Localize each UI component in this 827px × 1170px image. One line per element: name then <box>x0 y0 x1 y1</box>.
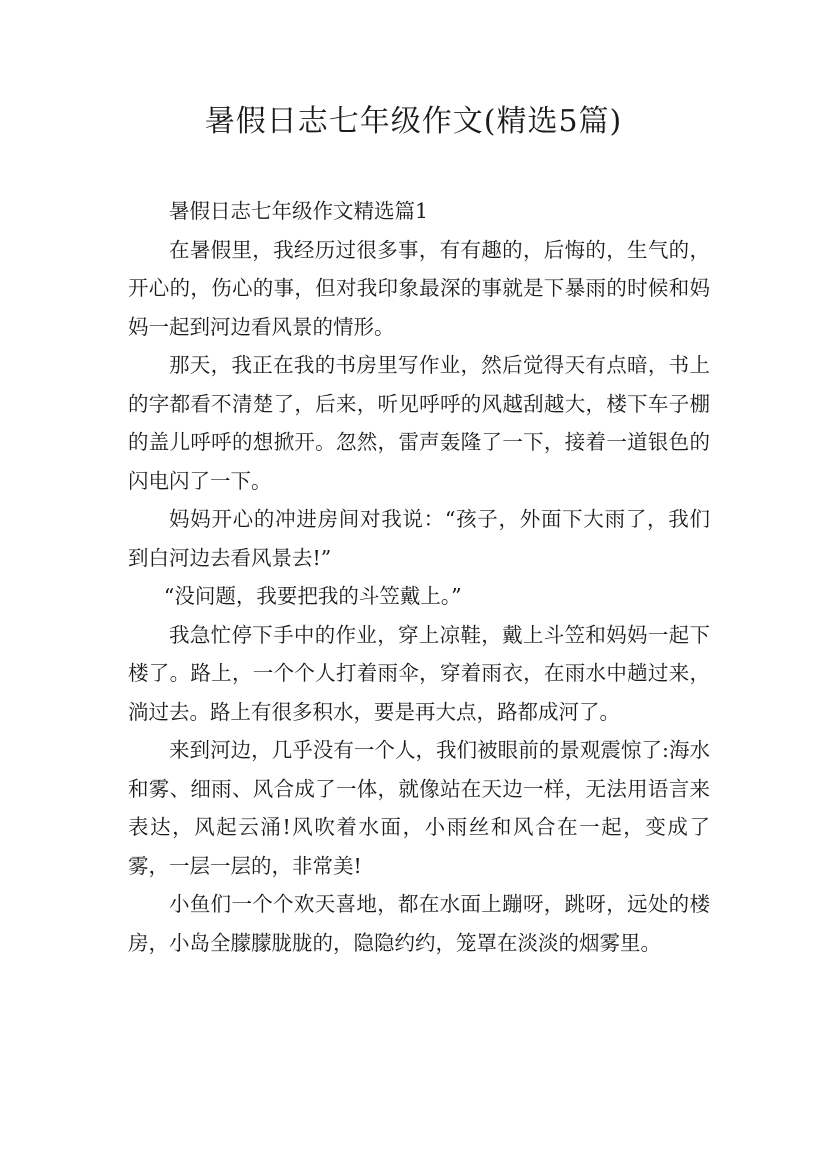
paragraph: 小鱼们一个个欢天喜地，都在水面上蹦呀，跳呀，远处的楼房，小岛全朦朦胧胧的，隐隐约约，笼罩在淡淡的烟雾里。 <box>128 892 710 955</box>
document-body <box>128 192 710 962</box>
document-title: 暑假日志七年级作文(精选5篇) <box>204 104 623 139</box>
paragraph: 来到河边，几乎没有一个人，我们被眼前的景观震惊了:海水和雾、细雨、风合成了一体，就像站在天边一样，无法用语言来表达，风起云涌!风吹着水面，小雨丝和风合在一起，变成了雾，一层一层的，非常美! <box>128 738 710 878</box>
paragraph: “没问题，我要把我的斗笠戴上。” <box>163 584 462 608</box>
paragraph: 妈妈开心的冲进房间对我说：“孩子，外面下大雨了，我们到白河边去看风景去!” <box>128 507 710 570</box>
paragraph: 那天，我正在我的书房里写作业，然后觉得天有点暗，书上的字都看不清楚了，后来，听见呼呼的风越刮越大，楼下车子棚的盖儿呼呼的想掀开。忽然，雷声轰隆了一下，接着一道银色的闪电闪了一下。 <box>128 353 710 493</box>
paragraph: 我急忙停下手中的作业，穿上凉鞋，戴上斗笠和妈妈一起下楼了。路上，一个个人打着雨伞，穿着雨衣，在雨水中趟过来，淌过去。路上有很多积水，要是再大点，路都成河了。 <box>128 622 710 724</box>
section-heading: 暑假日志七年级作文精选篇1 <box>169 199 429 223</box>
paragraph: 在暑假里，我经历过很多事，有有趣的，后悔的，生气的，开心的，伤心的事，但对我印象最深的事就是下暴雨的时候和妈妈一起到河边看风景的情形。 <box>128 237 710 339</box>
